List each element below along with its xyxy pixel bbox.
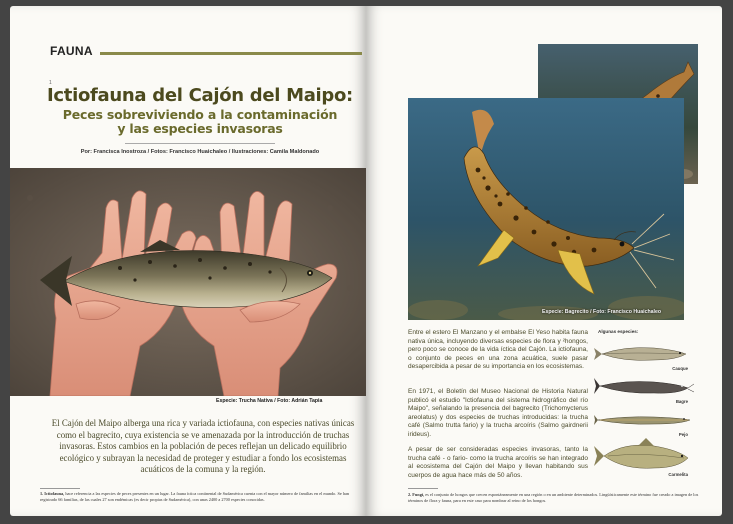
hands-trout-illustration [10,168,366,396]
subtitle-line-2: y las especies invasoras [117,121,283,136]
species-label-carmelita: Carmelita [668,472,688,477]
footnote-2-label: 2. Fungi, [408,492,425,497]
left-page [10,6,366,516]
carmelita-fish-icon [594,438,694,474]
species-bagre [594,372,694,408]
title-rule [125,143,275,144]
footnote-2-text: es el conjunto de hongos que crecen espontáneamente en una región o en un ambiente determinados. Lingüísticamente este término fue creado a imagen de los términos de flora y fauna, para en este caso para nombrar al reino de los hongos. [408,492,699,503]
right-page [366,6,722,516]
article-title: Ictiofauna del Cajón del Maipo: [47,85,353,106]
intro-paragraph: El Cajón del Maipo alberga una rica y variada ictiofauna, con especies nativas únicas como el bagrecito, cuya existencia se ve amenazada por la introducción de truchas invasoras. Estos cambios en la población de peces reflejan un delicado equilibrio ecológico y subrayan la necesidad de proteger y estudiar a fondo los ecosistemas acuáticos de la comuna y la región. [51,418,355,475]
body-paragraph-2: En 1971, el Boletín del Museo Nacional de Historia Natural publicó el estudio "Ictiofauna del sistema hidrográfico del río Maipo", señalando la presencia del bagrecito (Trichomycterus areolatus) y dos especies de truchas introducidas: la trucha café (Salmo trutta fario) y la trucha arcoíris (Salmo gairdnerii irideus). [408,388,588,438]
footnote-2 [408,492,708,503]
species-label-cauque: Cauque [672,366,688,371]
body-paragraph-3: A pesar de ser consideradas especies invasoras, tanto la trucha café - o fario- como la trucha arcoíris se han integrado al ecosistema del Cajón del Maipo y llevan habitando sus cuerpos de agua hace más de 50 años. [408,446,588,479]
footnote-1 [40,491,360,502]
species-pejo [594,406,694,442]
barbel-large-illustration [408,98,684,320]
pejo-fish-icon [594,406,694,434]
subtitle-line-1: Peces sobreviviendo a la contaminación [62,107,338,122]
footnote-1-text: hace referencia a las especies de peces presentes en un lugar. La fauna íctica continental de Sudamérica cuenta con el mayor número de familias en el mundo. Se han registrado 66 familias, de las cuales 27 son endémicas (es decir propias de Sudamérica), con unas 2400 a 2700 especies conocidas. [40,491,350,502]
article-credits: Por: Francisca Inostroza / Fotos: Francisco Huaichaleo / Ilustraciones: Camila Maldonado [80,149,320,155]
species-label-bagre: Bagre [675,399,688,404]
species-carmelita [594,438,694,477]
photo-barbel-large [408,98,684,320]
photo-caption-trout: Especie: Trucha Nativa / Foto: Adrián Tapia [216,398,323,404]
article-subtitle [40,108,360,136]
section-tag: FAUNA [50,44,93,58]
photo-caption-barbel: Especie: Bagrecito / Foto: Francisco Huaichaleo [542,309,662,315]
cauque-fish-icon [594,340,694,368]
photo-trout-in-hands [10,168,366,396]
species-heading: Algunas especies: [598,329,639,334]
footnote-2-rule [408,488,438,489]
species-label-pejo: Pejo [678,432,688,437]
species-cauque [594,340,694,376]
footnote-1-label: 1. Ictiofauna, [40,491,65,496]
bagre-fish-icon [594,372,694,400]
footnote-rule [40,488,80,489]
title-footnote-marker: 1 [49,80,52,86]
section-rule [100,52,362,55]
body-paragraph-1: Entre el estero El Manzano y el embalse El Yeso habita fauna nativa única, incluyendo diversas especies de flora y ²hongos, pero poco se conoce de la vida íctica del Cajón. La ictiofauna, o conjunto de peces en una zona acuática, suele pasar desapercibida a pesar de su importancia en los ecosistemas. [408,329,588,371]
